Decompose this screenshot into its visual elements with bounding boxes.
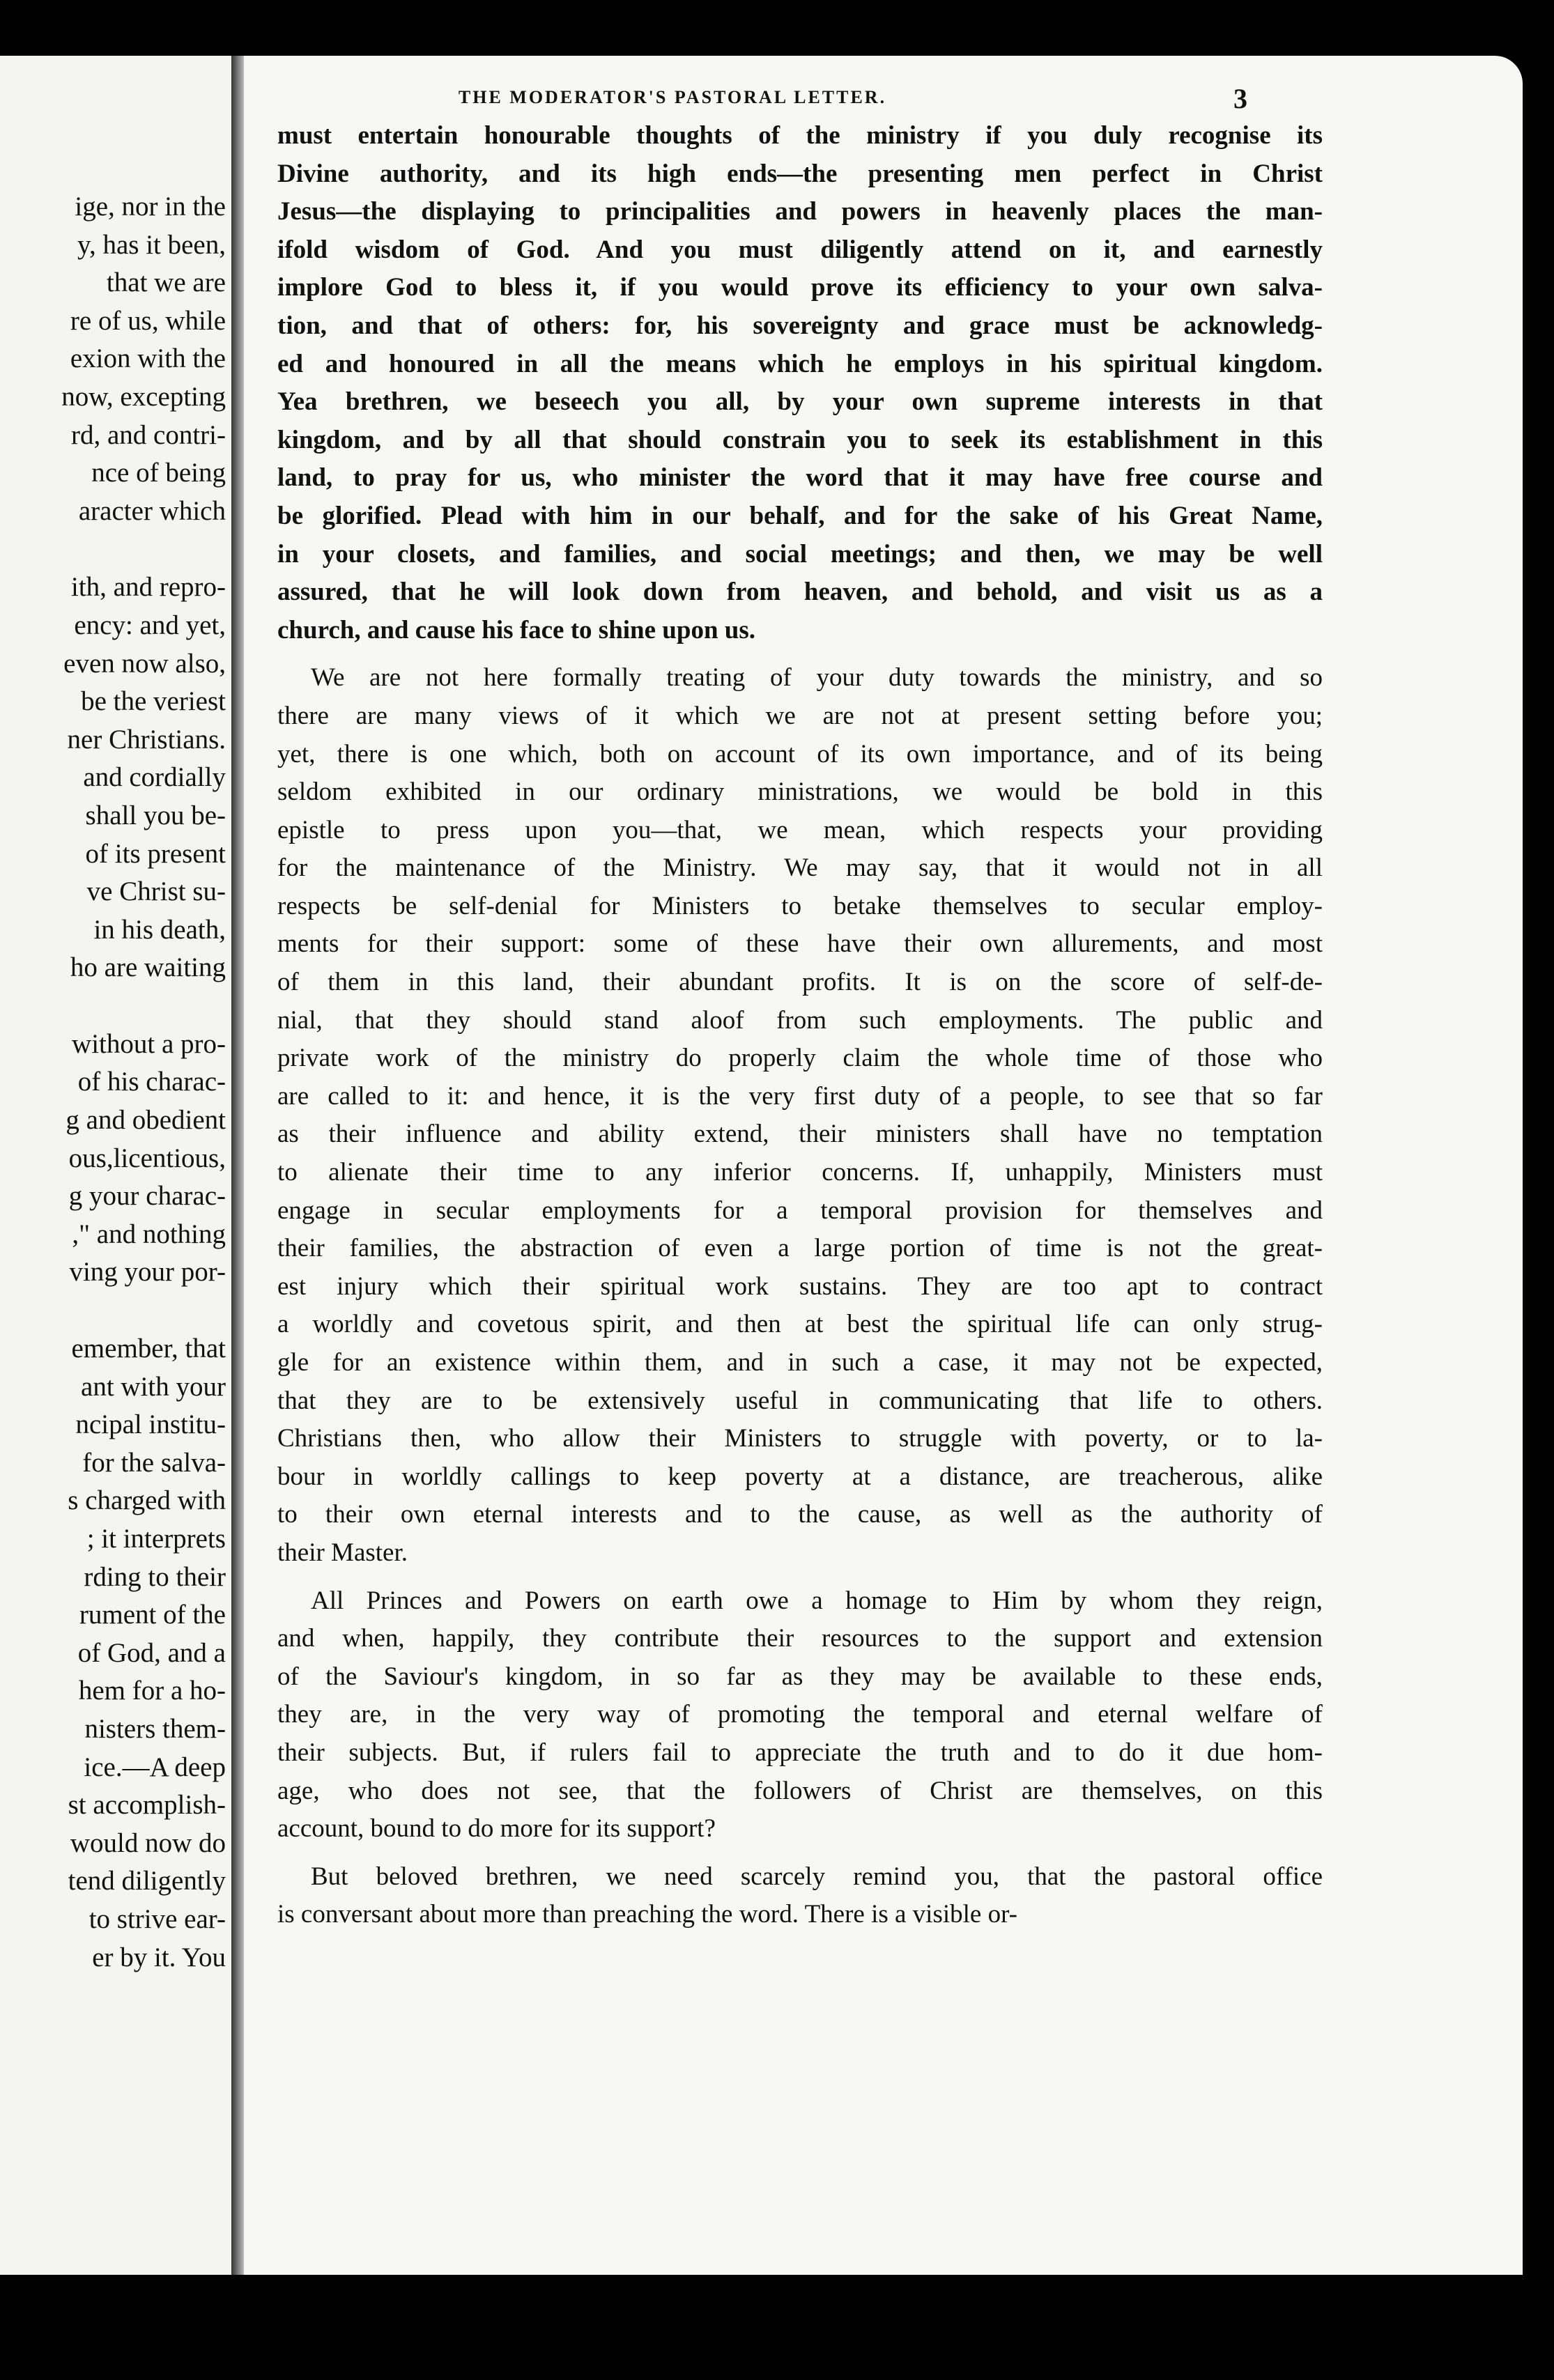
left-page-line: of its present xyxy=(85,838,226,869)
left-page-line: without a pro- xyxy=(72,1028,226,1059)
page-number: 3 xyxy=(1233,83,1247,114)
text-line: yet, there is one which, both on account of its own importance, and of its being xyxy=(277,739,1323,768)
left-page-line: ving your por- xyxy=(69,1257,226,1288)
left-page-line: nce of being xyxy=(91,458,226,488)
left-page-line: exion with the xyxy=(70,343,226,374)
paragraph-gap xyxy=(277,649,1323,659)
paragraph xyxy=(277,659,1323,1572)
left-page-line: hem for a ho- xyxy=(78,1676,226,1706)
left-page-line: ice.—A deep xyxy=(84,1752,226,1782)
left-page-line: for the salva- xyxy=(82,1447,226,1478)
text-line: implore God to bless it, if you would prove its efficiency to your own salva- xyxy=(277,273,1323,302)
left-page-line: nisters them- xyxy=(84,1713,226,1744)
left-page-line: that we are xyxy=(106,268,226,298)
text-line: bour in worldly callings to keep poverty at a distance, are treacherous, alike xyxy=(277,1462,1323,1491)
left-page-line: shall you be- xyxy=(85,800,226,830)
text-line: their Master. xyxy=(277,1538,408,1567)
text-line: Divine authority, and its high ends—the presenting men perfect in Christ xyxy=(277,159,1323,188)
left-page-line: g your charac- xyxy=(68,1181,226,1212)
left-page-text xyxy=(0,188,226,1977)
text-line: of the Saviour's kingdom, in so far as they may be available to these ends, xyxy=(277,1662,1323,1691)
text-line: account, bound to do more for its support? xyxy=(277,1814,716,1844)
text-line: ifold wisdom of God. And you must diligently attend on it, and earnestly xyxy=(277,235,1323,264)
text-line: in your closets, and families, and social meetings; and then, we may be well xyxy=(277,539,1323,569)
left-page-line: st accomplish- xyxy=(68,1790,226,1821)
left-page-line: would now do xyxy=(70,1828,226,1858)
left-page-line: ant with your xyxy=(81,1371,226,1402)
text-line: land, to pray for us, who minister the word that it may have free course and xyxy=(277,463,1323,493)
text-line: there are many views of it which we are not at present setting before you; xyxy=(277,701,1323,730)
left-page-line: y, has it been, xyxy=(77,229,226,260)
text-line: nial, that they should stand aloof from such employments. The public and xyxy=(277,1005,1323,1035)
left-page-line: ency: and yet, xyxy=(74,610,226,640)
paragraph-gap xyxy=(277,1572,1323,1582)
text-line: engage in secular employments for a temporal provision for themselves and xyxy=(277,1196,1323,1225)
left-page-line: to strive ear- xyxy=(89,1903,226,1934)
left-page-line xyxy=(0,530,226,569)
paragraph-gap xyxy=(277,1848,1323,1858)
text-line: age, who does not see, that the followers of Christ are themselves, on this xyxy=(277,1776,1323,1805)
left-page-fragment xyxy=(0,56,236,2275)
left-page-line: ous,licentious, xyxy=(68,1143,226,1173)
left-page-line: aracter which xyxy=(78,495,226,526)
left-page-line: ve Christ su- xyxy=(86,876,226,907)
text-line: that they are to be extensively useful in communicating that life to others. xyxy=(277,1386,1323,1415)
left-page-line: ho are waiting xyxy=(70,952,226,983)
text-line: they are, in the very way of promoting the temporal and eternal welfare of xyxy=(277,1700,1323,1729)
left-page-line: ncipal institu- xyxy=(75,1409,226,1440)
left-page-line: s charged with xyxy=(68,1485,226,1516)
text-line: Jesus—the displaying to principalities and powers in heavenly places the man- xyxy=(277,197,1323,226)
text-line: church, and cause his face to shine upon us. xyxy=(277,615,756,644)
text-line: We are not here formally treating of your duty towards the ministry, and so xyxy=(311,663,1323,693)
text-line: tion, and that of others: for, his sovereignty and grace must be acknowledg- xyxy=(277,311,1323,340)
text-line: Yea brethren, we beseech you all, by your own supreme interests in that xyxy=(277,387,1323,417)
text-line: Christians then, who allow their Ministers to struggle with poverty, or to la- xyxy=(277,1424,1323,1453)
left-page-line: and cordially xyxy=(83,762,226,793)
text-line: must entertain honourable thoughts of the ministry if you duly recognise its xyxy=(277,121,1323,150)
running-head: THE MODERATOR'S PASTORAL LETTER. xyxy=(458,87,887,107)
left-page-line: re of us, while xyxy=(70,305,226,336)
page-gutter xyxy=(231,56,244,2275)
text-line: as their influence and ability extend, their ministers shall have no temptation xyxy=(277,1120,1323,1149)
paragraph xyxy=(277,117,1323,649)
paragraph xyxy=(277,1858,1323,1934)
text-line: is conversant about more than preaching the word. There is a visible or- xyxy=(277,1900,1017,1929)
text-line: ments for their support: some of these have their own allurements, and most xyxy=(277,929,1323,959)
left-page-line: ner Christians. xyxy=(67,724,226,755)
text-line: All Princes and Powers on earth owe a homage to Him by whom they reign, xyxy=(311,1586,1323,1615)
left-page-line: ," and nothing xyxy=(72,1219,226,1249)
text-line: of them in this land, their abundant profits. It is on the score of self-de- xyxy=(277,968,1323,997)
text-line: respects be self-denial for Ministers to betake themselves to secular employ- xyxy=(277,891,1323,920)
text-line: assured, that he will look down from heaven, and behold, and visit us as a xyxy=(277,578,1323,607)
body-text xyxy=(277,117,1323,1934)
left-page-line: ; it interprets xyxy=(86,1524,226,1554)
left-page-line: in his death, xyxy=(93,914,226,945)
left-page-line: ith, and repro- xyxy=(70,572,226,603)
text-line: kingdom, and by all that should constrain you to seek its establishment in this xyxy=(277,425,1323,454)
text-line: gle for an existence within them, and in such a case, it may not be expected, xyxy=(277,1348,1323,1377)
left-page-line: now, excepting xyxy=(61,381,226,412)
text-line: private work of the ministry do properly claim the whole time of those who xyxy=(277,1044,1323,1073)
text-line: a worldly and covetous spirit, and then at best the spiritual life can only strug- xyxy=(277,1310,1323,1339)
left-page-line: even now also, xyxy=(63,648,226,679)
left-page-line: ige, nor in the xyxy=(75,192,226,222)
left-page-line xyxy=(0,1292,226,1330)
left-page-line: of his charac- xyxy=(77,1067,226,1097)
text-line: est injury which their spiritual work sustains. They are too apt to contract xyxy=(277,1272,1323,1301)
left-page-line: rd, and contri- xyxy=(70,419,226,450)
left-page-line: rding to their xyxy=(84,1561,226,1592)
left-page-line: er by it. You xyxy=(92,1942,226,1972)
text-line: epistle to press upon you—that, we mean, which respects your providing xyxy=(277,815,1323,844)
left-page-line: of God, and a xyxy=(77,1637,226,1668)
text-line: for the maintenance of the Ministry. We may say, that it would not in all xyxy=(277,853,1323,883)
text-line: are called to it: and hence, it is the very first duty of a people, to see that so far xyxy=(277,1081,1323,1111)
left-page-line xyxy=(0,987,226,1026)
text-line: to alienate their time to any inferior concerns. If, unhappily, Ministers must xyxy=(277,1158,1323,1187)
left-page-line: tend diligently xyxy=(68,1866,226,1896)
left-page-line: rument of the xyxy=(79,1600,226,1630)
text-line: But beloved brethren, we need scarcely remind you, that the pastoral office xyxy=(311,1862,1323,1891)
left-page-line: be the veriest xyxy=(81,686,226,717)
left-page-line: emember, that xyxy=(71,1334,226,1364)
left-page-line: g and obedient xyxy=(66,1105,226,1136)
text-line: and when, happily, they contribute their resources to the support and extension xyxy=(277,1624,1323,1653)
text-line: ed and honoured in all the means which he employs in his spiritual kingdom. xyxy=(277,349,1323,378)
text-line: seldom exhibited in our ordinary ministrations, we would be bold in this xyxy=(277,778,1323,807)
text-line: their families, the abstraction of even a large portion of time is not the great- xyxy=(277,1234,1323,1263)
text-line: their subjects. But, if rulers fail to appreciate the truth and to do it due hom- xyxy=(277,1738,1323,1767)
text-line: be glorified. Plead with him in our behalf, and for the sake of his Great Name, xyxy=(277,501,1323,530)
text-line: to their own eternal interests and to the cause, as well as the authority of xyxy=(277,1500,1323,1529)
paragraph xyxy=(277,1582,1323,1848)
